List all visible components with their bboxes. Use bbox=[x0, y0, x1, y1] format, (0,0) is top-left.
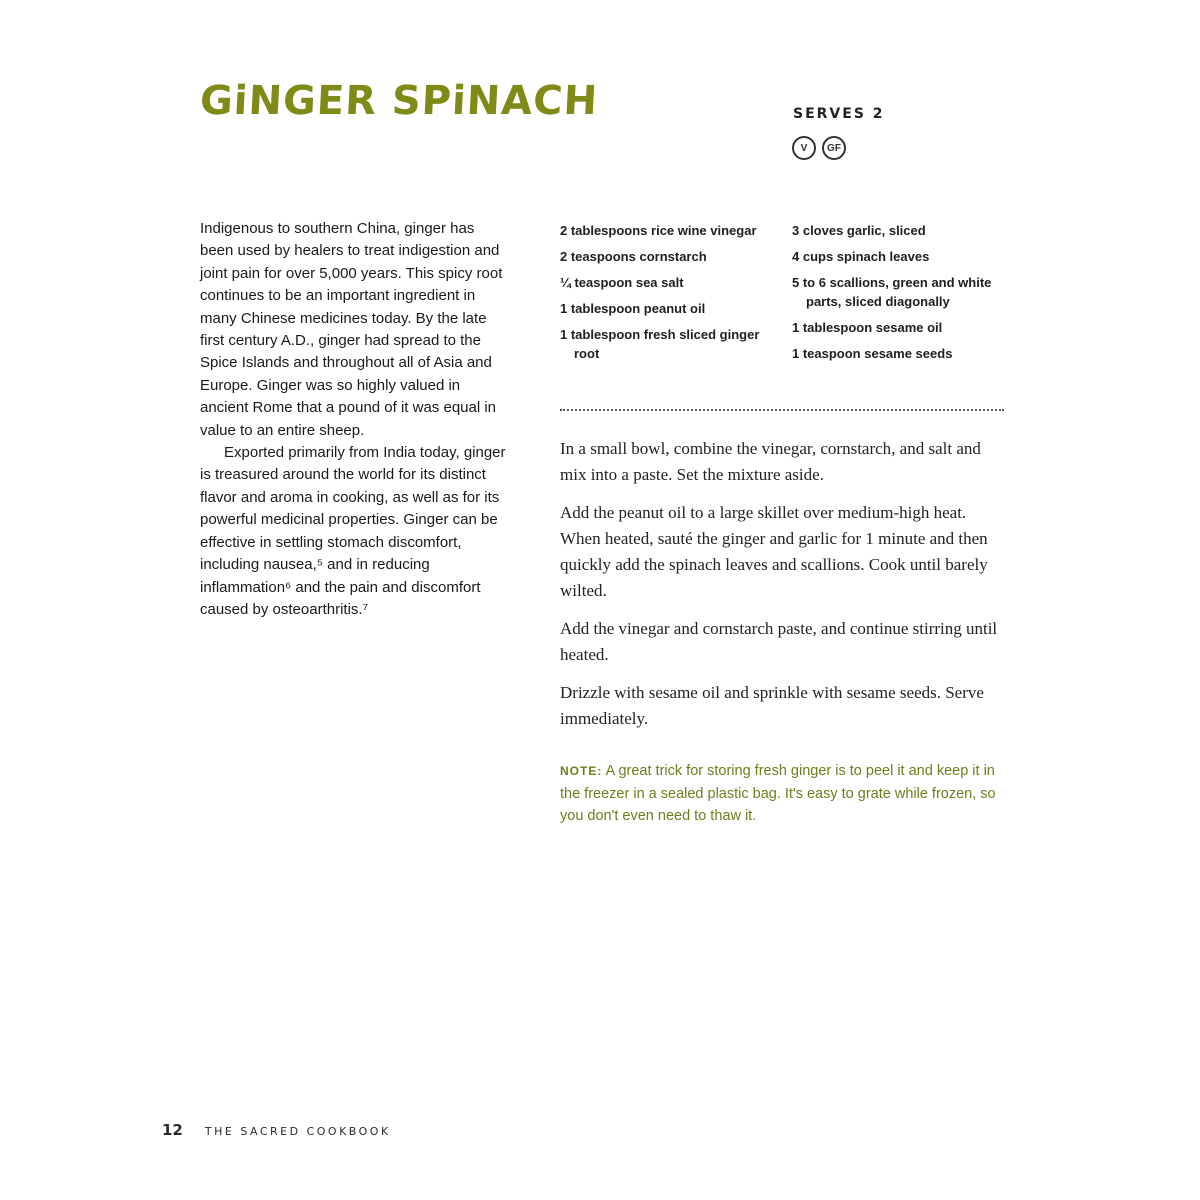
ingredient-item: 1 tablespoon fresh sliced ginger root bbox=[560, 327, 760, 361]
method-step: Add the vinegar and cornstarch paste, and continue stirring until heated. bbox=[560, 619, 998, 664]
ingredient-item: 1 teaspoon sesame seeds bbox=[792, 345, 953, 361]
recipe-title: GiNGER SPiNACH bbox=[198, 78, 600, 124]
note-text: A great trick for storing fresh ginger is to peel it and keep it in the freezer in a sealed plastic bag. It's easy to grate while frozen, so you don't even need to thaw it. bbox=[560, 763, 996, 824]
gluten-free-icon: GF bbox=[822, 136, 846, 160]
ingredient-item: 1 tablespoon sesame oil bbox=[792, 319, 943, 335]
serves-label: SERVES 2 bbox=[793, 106, 885, 122]
ingredient-item: 5 to 6 scallions, green and white parts, sliced diagonally bbox=[792, 275, 992, 309]
vegetarian-icon: V bbox=[792, 136, 816, 160]
diet-badges bbox=[792, 136, 846, 160]
intro-paragraph: Exported primarily from India today, ginger is treasured around the world for its distinct flavor and aroma in cooking, as well as for its powerful medicinal properties. Ginger can be effective in settling stomach discomfort, including nausea,⁵ and in reducing inflammation⁶ and the pain and discomfort caused by osteoarthritis.⁷ bbox=[200, 444, 506, 618]
ingredient-item: 4 cups spinach leaves bbox=[792, 249, 930, 264]
ingredients-column-2 bbox=[792, 222, 1007, 371]
ingredient-item: 3 cloves garlic, sliced bbox=[792, 223, 926, 238]
ingredient-item: ¼ teaspoon sea salt bbox=[560, 275, 684, 290]
method-step: In a small bowl, combine the vinegar, cornstarch, and salt and mix into a paste. Set the mixture aside. bbox=[560, 439, 981, 484]
intro-paragraph: Indigenous to southern China, ginger has been used by healers to treat indigestion and joint pain for over 5,000 years. This spicy root continues to be an important ingredient in many Chinese medicines today. By the late first century A.D., ginger had spread to the Spice Islands and throughout all of Asia and Europe. Ginger was so highly valued in ancient Rome that a pound of it was equal in value to an entire sheep. bbox=[200, 220, 503, 439]
dotted-divider bbox=[560, 409, 1004, 411]
ingredients-column-1 bbox=[560, 222, 775, 371]
page-footer bbox=[162, 1120, 391, 1139]
method-steps bbox=[560, 436, 1005, 744]
ingredient-item: 2 teaspoons cornstarch bbox=[560, 249, 707, 264]
page-number: 12 bbox=[162, 1121, 183, 1139]
book-title: THE SACRED COOKBOOK bbox=[204, 1125, 391, 1138]
recipe-note bbox=[560, 760, 1000, 828]
note-label: NOTE: bbox=[560, 764, 603, 778]
method-step: Drizzle with sesame oil and sprinkle with sesame seeds. Serve immediately. bbox=[560, 683, 984, 728]
method-step: Add the peanut oil to a large skillet over medium-high heat. When heated, sauté the ginger and garlic for 1 minute and then quickly add the spinach leaves and scallions. Cook until barely wilted. bbox=[560, 503, 988, 600]
ingredient-item: 2 tablespoons rice wine vinegar bbox=[560, 223, 757, 238]
ingredient-item: 1 tablespoon peanut oil bbox=[560, 301, 706, 316]
intro-text bbox=[200, 218, 510, 621]
